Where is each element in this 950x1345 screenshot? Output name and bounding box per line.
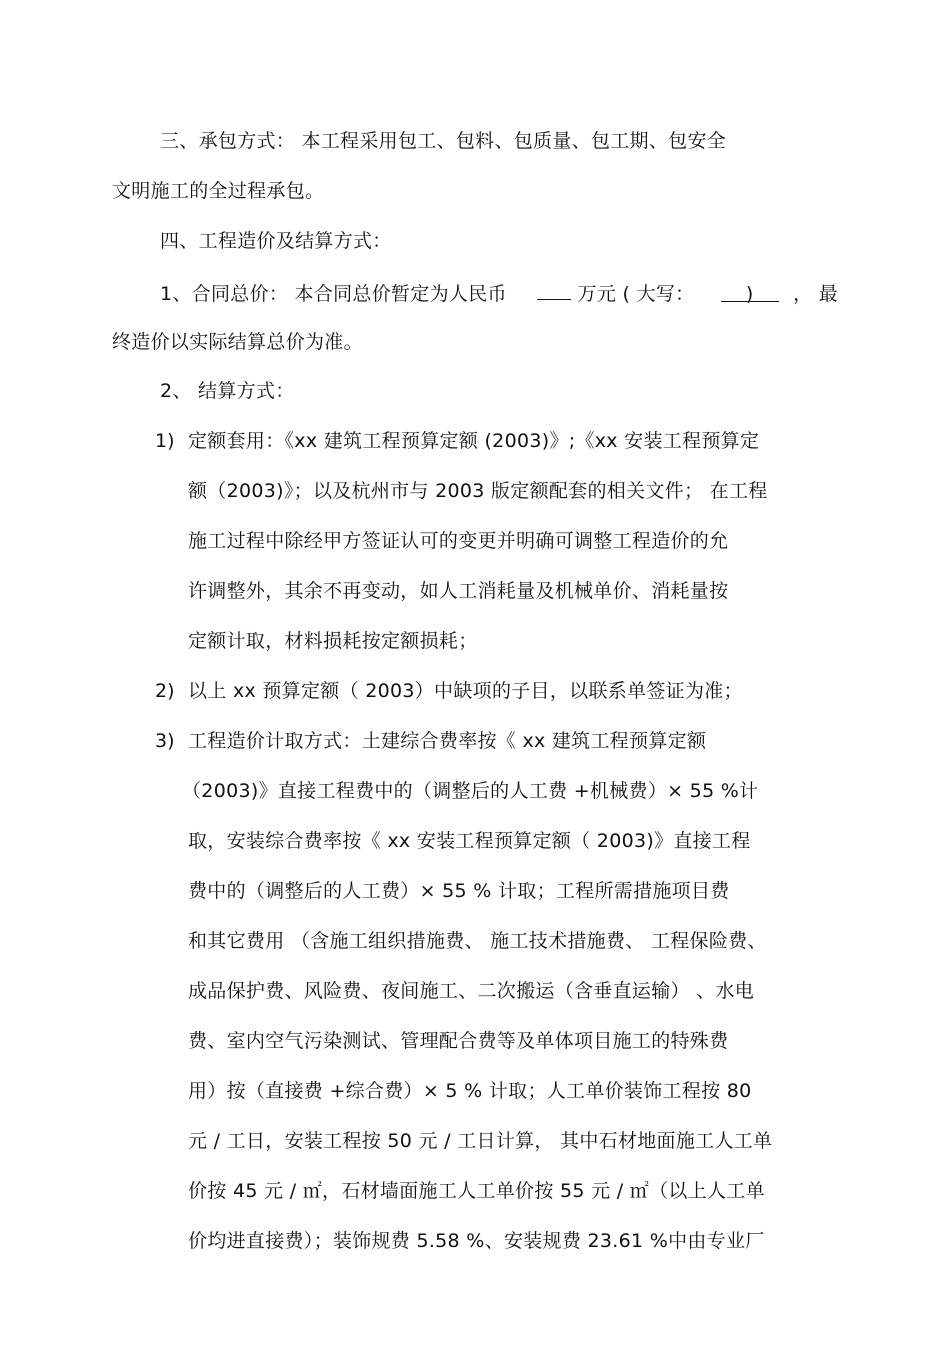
section3-line1: 三、承包方式： 本工程采用包工、包料、包质量、包工期、包安全 <box>160 130 727 152</box>
sub3-line: 价按 45 元 / ㎡，石材墙面施工人工单价按 55 元 / ㎡（以上人工单 <box>188 1180 765 1202</box>
contract-price-label: 1、合同总价： 本合同总价暂定为人民币 <box>160 283 507 305</box>
sub3-line: 价均进直接费）；装饰规费 5.58 %、安装规费 23.61 %中由专业厂 <box>188 1230 765 1252</box>
sub3-line: 元 / 工日，安装工程按 50 元 / 工日计算， 其中石材地面施工人工单 <box>188 1130 773 1152</box>
amount-blank <box>537 279 571 300</box>
sub1-line: 定额套用：《xx 建筑工程预算定额 (2003)》;《xx 安装工程预算定 <box>188 430 760 452</box>
sub2-line: 以上 xx 预算定额（ 2003）中缺项的子目，以联系单签证为准； <box>188 680 743 702</box>
sub3-line: 费中的（调整后的人工费）× 55 % 计取；工程所需措施项目费 <box>188 880 730 902</box>
sub2-number: 2) <box>155 680 175 702</box>
close-paren: ) <box>745 283 754 305</box>
sub3-line: 和其它费用 （含施工组织措施费、 施工技术措施费、 工程保险费、 <box>188 930 767 952</box>
sub3-line: 工程造价计取方式：土建综合费率按《 xx 建筑工程预算定额 <box>188 730 707 752</box>
capital-amount-blank <box>721 281 779 305</box>
sub3-line: 取，安装综合费率按《 xx 安装工程预算定额（ 2003)》直接工程 <box>188 830 751 852</box>
section3-line2: 文明施工的全过程承包。 <box>112 180 325 202</box>
contract-price-line2: 终造价以实际结算总价为准。 <box>112 331 363 353</box>
comma-text: ， 最 <box>793 283 839 305</box>
sub3-line: 用）按（直接费 +综合费）× 5 % 计取；人工单价装饰工程按 80 <box>188 1080 752 1102</box>
contract-price-line <box>160 279 838 307</box>
settlement-heading: 2、 结算方式： <box>160 380 295 402</box>
sub3-line: 成品保护费、风险费、夜间施工、二次搬运（含垂直运输） 、水电 <box>188 980 755 1002</box>
sub1-line: 许调整外，其余不再变动，如人工消耗量及机械单价、消耗量按 <box>188 580 729 602</box>
sub3-number: 3) <box>155 730 175 752</box>
sub1-number: 1) <box>155 430 175 452</box>
sub3-line: 费、室内空气污染测试、管理配合费等及单体项目施工的特殊费 <box>188 1030 729 1052</box>
section4-heading: 四、工程造价及结算方式： <box>160 230 392 252</box>
sub1-line: 额（2003)》；以及杭州市与 2003 版定额配套的相关文件； 在工程 <box>188 480 768 502</box>
unit-text: 万元 ( 大写： <box>577 283 695 305</box>
sub3-line: （2003)》直接工程费中的（调整后的人工费 +机械费）× 55 %计 <box>182 780 759 802</box>
sub1-line: 定额计取，材料损耗按定额损耗； <box>188 630 478 652</box>
sub1-line: 施工过程中除经甲方签证认可的变更并明确可调整工程造价的允 <box>188 530 729 552</box>
